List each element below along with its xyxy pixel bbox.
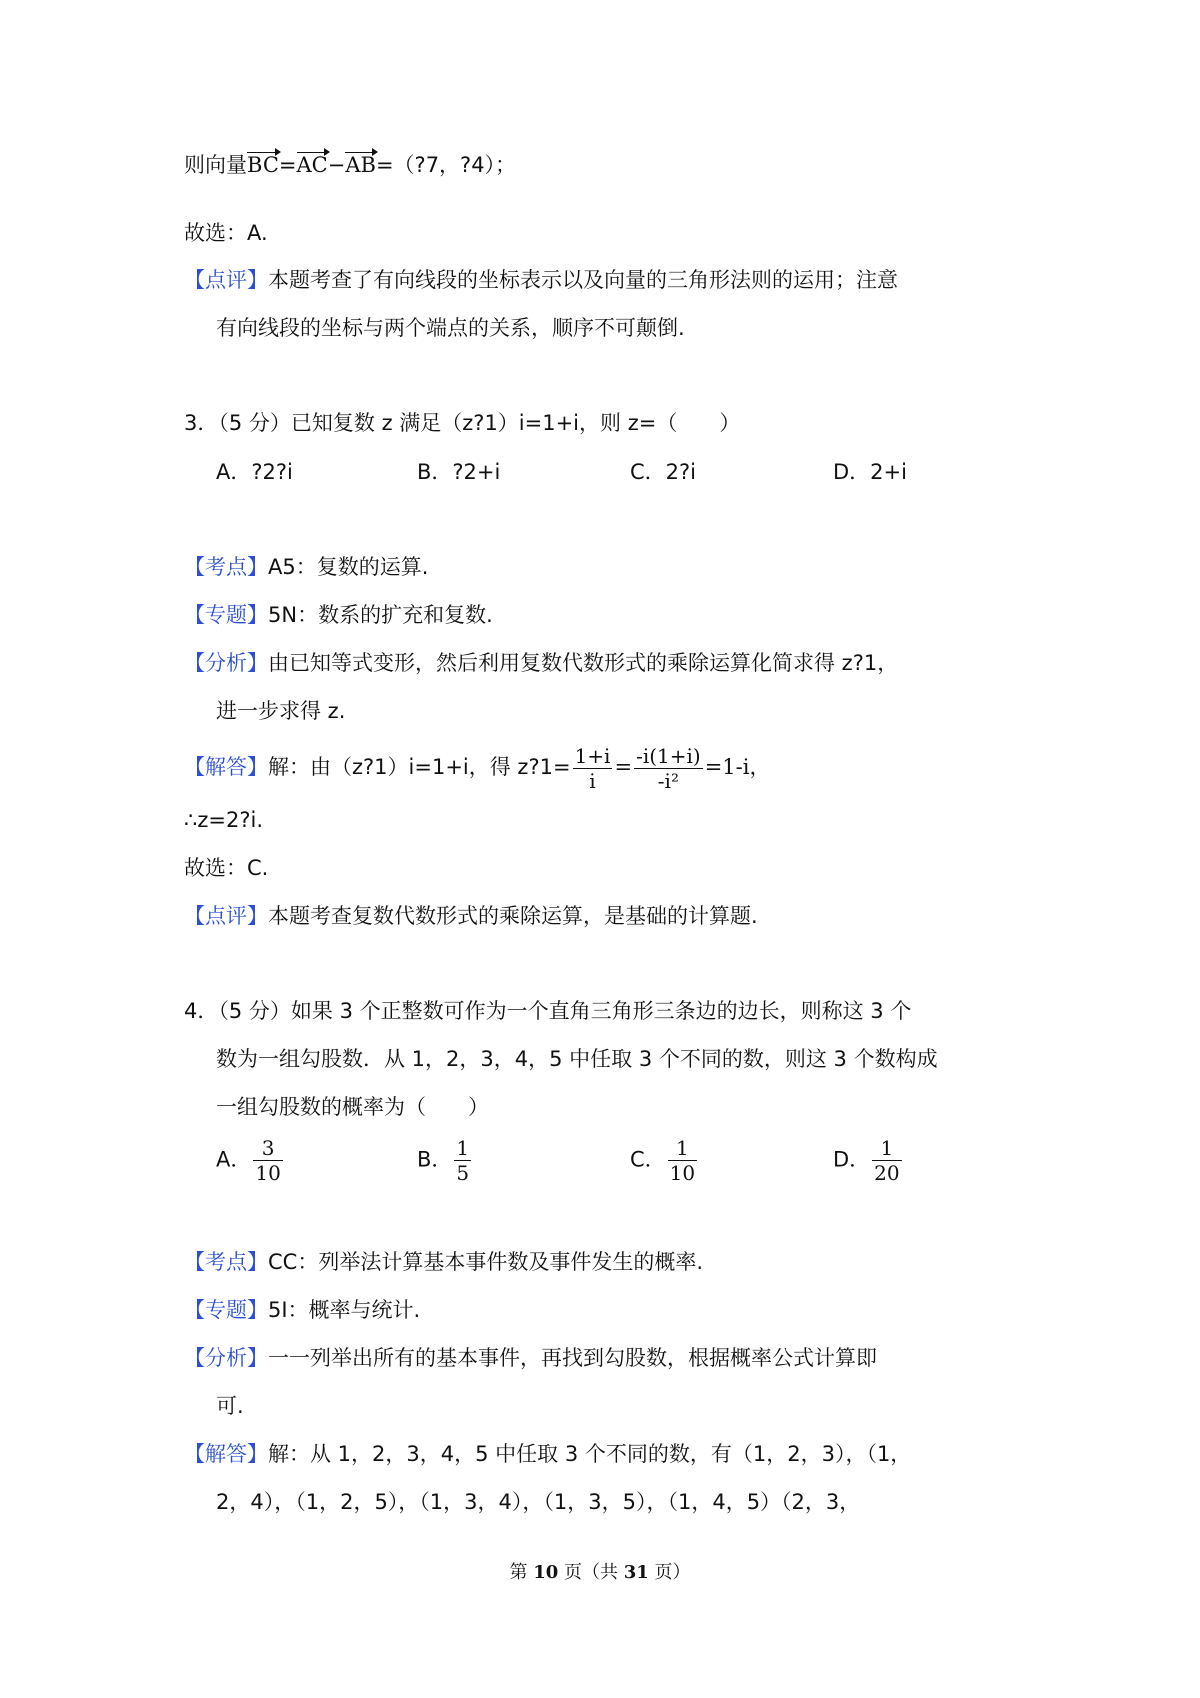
option-fraction [872, 1137, 901, 1184]
kaodian-tag: 【考点】 [184, 555, 268, 579]
fenxi-text: 一一列举出所有的基本事件，再找到勾股数，根据概率公式计算即 [268, 1346, 877, 1370]
q4-fenxi-line1 [184, 1343, 877, 1373]
footer-mid: 页（共 [558, 1562, 624, 1583]
fraction-1-denominator: i [589, 768, 596, 793]
vector-ab: AB [345, 150, 376, 180]
option-letter: B． [417, 1147, 453, 1172]
q3-option-b: B．?2+i [417, 460, 501, 484]
q4-kaodian [184, 1247, 703, 1277]
kaodian-tag: 【考点】 [184, 1250, 268, 1274]
prev-review-line1 [184, 265, 898, 295]
fenxi-tag: 【分析】 [184, 651, 268, 675]
jieda-tag: 【解答】 [184, 755, 268, 779]
kaodian-text: A5：复数的运算. [268, 555, 429, 579]
equals-sign: = [278, 153, 297, 177]
fraction-denominator: 10 [669, 1161, 696, 1185]
review-tag: 【点评】 [184, 268, 268, 292]
vector-prefix: 则向量 [184, 153, 247, 177]
fraction-numerator: 1 [872, 1137, 901, 1161]
q4-fenxi-line2: 可. [216, 1394, 244, 1418]
fenxi-text: 由已知等式变形，然后利用复数代数形式的乘除运算化简求得 z?1， [268, 651, 899, 675]
vector-result: =（?7，?4）； [375, 153, 517, 177]
fenxi-tag: 【分析】 [184, 1346, 268, 1370]
q4-option-c [630, 1137, 699, 1184]
fraction-numerator: 3 [253, 1137, 282, 1161]
jieda-text: 解：由（z?1）i=1+i，得 z?1= [268, 755, 571, 779]
q4-zhuanti [184, 1295, 420, 1325]
minus-sign: − [327, 153, 346, 177]
page-footer [0, 1558, 1200, 1584]
q3-jieda [184, 742, 770, 792]
option-fraction [253, 1137, 282, 1184]
review-tag: 【点评】 [184, 904, 268, 928]
q3-option-a: A．?2?i [216, 460, 293, 484]
option-letter: D． [833, 1147, 871, 1172]
q3-option-d: D．2+i [833, 460, 907, 484]
footer-pre: 第 [509, 1562, 534, 1583]
q4-jieda-line2: 2，4），（1，2，5），（1，3，4），（1，3，5），（1，4，5）（2，3， [216, 1490, 861, 1514]
q4-option-a [216, 1137, 285, 1184]
fraction-denominator: 5 [456, 1161, 470, 1185]
q3-zhuanti [184, 600, 493, 630]
prev-review-line2: 有向线段的坐标与两个端点的关系，顺序不可颠倒. [216, 316, 685, 340]
q4-stem-line1: 4．（5 分）如果 3 个正整数可作为一个直角三角形三条边的边长，则称这 3 个 [184, 999, 912, 1023]
review-text: 本题考查了有向线段的坐标表示以及向量的三角形法则的运用；注意 [268, 268, 898, 292]
jieda-tag: 【解答】 [184, 1442, 268, 1466]
footer-post: 页） [648, 1562, 691, 1583]
q3-review [184, 901, 758, 931]
fraction-denominator: 20 [874, 1161, 900, 1185]
zhuanti-text: 5I：概率与统计. [268, 1298, 421, 1322]
q4-option-d [833, 1137, 904, 1184]
fraction-2-denominator: -i² [657, 768, 679, 793]
fraction-1-numerator: 1+i [574, 743, 611, 768]
review-text: 本题考查复数代数形式的乘除运算，是基础的计算题. [268, 904, 758, 928]
fraction-numerator: 1 [456, 1136, 470, 1160]
fraction-denominator: 10 [255, 1161, 281, 1185]
zhuanti-tag: 【专题】 [184, 1298, 268, 1322]
zhuanti-text: 5N：数系的扩充和复数. [268, 603, 493, 627]
footer-total-pages: 31 [623, 1562, 649, 1583]
footer-page-number: 10 [533, 1562, 559, 1583]
jieda-text: 解：从 1，2，3，4，5 中任取 3 个不同的数，有（1，2，3），（1， [268, 1442, 912, 1466]
zhuanti-tag: 【专题】 [184, 603, 268, 627]
fraction-1 [573, 745, 613, 792]
vector-result-line [184, 150, 516, 180]
vector-bc: BC [247, 150, 279, 180]
option-letter: C． [630, 1147, 666, 1172]
fraction-2 [634, 745, 703, 792]
q3-kaodian [184, 552, 428, 582]
option-fraction [454, 1137, 471, 1184]
kaodian-text: CC：列举法计算基本事件数及事件发生的概率. [268, 1250, 703, 1274]
q3-option-c: C．2?i [630, 460, 697, 484]
q3-answer: 故选：C. [184, 856, 269, 880]
q4-stem-line3: 一组勾股数的概率为（ ） [216, 1095, 489, 1119]
equals-sign-2: = [614, 755, 633, 779]
q4-option-b [417, 1137, 473, 1184]
vector-ac: AC [297, 150, 328, 180]
q4-stem-line2: 数为一组勾股数．从 1，2，3，4，5 中任取 3 个不同的数，则这 3 个数构成 [216, 1047, 938, 1071]
fraction-2-numerator: -i(1+i) [636, 743, 701, 768]
q3-fenxi-line2: 进一步求得 z. [216, 699, 346, 723]
option-letter: A． [216, 1147, 252, 1172]
option-fraction [668, 1137, 697, 1184]
q4-jieda-line1 [184, 1439, 911, 1469]
jieda-result: =1-i， [704, 755, 771, 779]
fraction-numerator: 1 [668, 1137, 697, 1161]
q3-therefore: ∴z=2?i. [184, 808, 263, 832]
q3-fenxi-line1 [184, 648, 898, 678]
prev-answer: 故选：A. [184, 221, 268, 245]
q3-stem: 3．（5 分）已知复数 z 满足（z?1）i=1+i，则 z=（ ） [184, 411, 741, 435]
